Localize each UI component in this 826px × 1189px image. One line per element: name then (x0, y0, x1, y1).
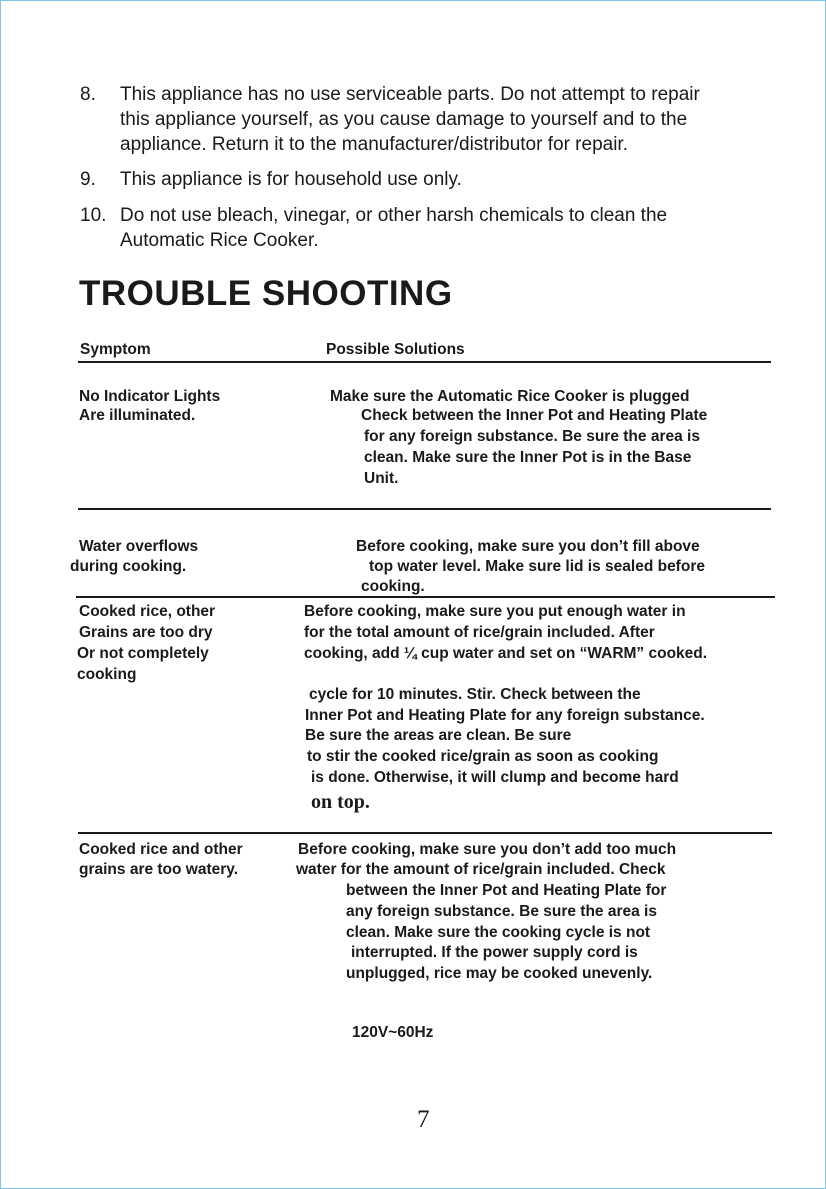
solution-line: Before cooking, make sure you don’t fill above (356, 538, 700, 555)
instruction-line: This appliance has no use serviceable parts. Do not attempt to repair (120, 84, 700, 105)
solution-line: top water level. Make sure lid is sealed before (369, 558, 705, 575)
instruction-line: this appliance yourself, as you cause damage to yourself and to the (120, 109, 688, 130)
symptom-line: Cooked rice, other (79, 603, 216, 620)
solution-line: Before cooking, make sure you don’t add too much (298, 841, 677, 858)
solution-line: water for the amount of rice/grain included. Check (296, 861, 666, 878)
voltage-rating: 120V~60Hz (352, 1024, 434, 1041)
row-rule (78, 832, 772, 834)
column-header-symptom: Symptom (80, 341, 151, 358)
solution-line: clean. Make sure the cooking cycle is not (346, 924, 651, 941)
instruction-number: 10. (80, 205, 107, 226)
solution-line: cycle for 10 minutes. Stir. Check between the (309, 686, 641, 703)
solution-line: to stir the cooked rice/grain as soon as cooking (307, 748, 659, 765)
row-rule (76, 596, 775, 598)
row-rule (78, 508, 771, 510)
solution-line: Unit. (364, 470, 399, 487)
instruction-line: Do not use bleach, vinegar, or other harsh chemicals to clean the (120, 205, 668, 226)
solution-line: between the Inner Pot and Heating Plate for (346, 882, 667, 899)
instruction-line: This appliance is for household use only. (120, 169, 462, 190)
symptom-line: Water overflows (79, 538, 199, 555)
section-title: TROUBLE SHOOTING (79, 274, 453, 313)
solution-line: Check between the Inner Pot and Heating Plate (361, 407, 708, 424)
solution-line: unplugged, rice may be cooked unevenly. (346, 965, 653, 982)
solution-line: any foreign substance. Be sure the area is (346, 903, 657, 920)
instruction-number: 9. (80, 169, 96, 190)
instruction-line: appliance. Return it to the manufacturer/distributor for repair. (120, 134, 628, 155)
solution-line: on top. (311, 791, 370, 813)
column-header-solutions: Possible Solutions (326, 341, 465, 358)
symptom-line: Cooked rice and other (79, 841, 243, 858)
instruction-line: Automatic Rice Cooker. (120, 230, 319, 251)
solution-line: Make sure the Automatic Rice Cooker is plugged (330, 388, 690, 405)
solution-line: Before cooking, make sure you put enough water in (304, 603, 686, 620)
solution-line: cooking. (361, 578, 425, 595)
symptom-line: Or not completely (77, 645, 209, 662)
solution-line: cooking, add ¼ cup water and set on “WARM” cooked. (304, 645, 708, 662)
symptom-line: Grains are too dry (79, 624, 213, 641)
symptom-line: during cooking. (70, 558, 187, 575)
symptom-line: cooking (77, 666, 137, 683)
symptom-line: grains are too watery. (79, 861, 239, 878)
solution-line: clean. Make sure the Inner Pot is in the Base (364, 449, 692, 466)
solution-line: Be sure the areas are clean. Be sure (305, 727, 572, 744)
symptom-line: Are illuminated. (79, 407, 196, 424)
solution-line: is done. Otherwise, it will clump and become hard (311, 769, 679, 786)
header-rule (78, 361, 771, 363)
solution-line: for the total amount of rice/grain included. After (304, 624, 655, 641)
solution-line: interrupted. If the power supply cord is (351, 944, 638, 961)
instruction-number: 8. (80, 84, 96, 105)
page-number: 7 (417, 1106, 430, 1133)
solution-line: for any foreign substance. Be sure the area is (364, 428, 700, 445)
solution-line: Inner Pot and Heating Plate for any foreign substance. (305, 707, 705, 724)
symptom-line: No Indicator Lights (79, 388, 221, 405)
